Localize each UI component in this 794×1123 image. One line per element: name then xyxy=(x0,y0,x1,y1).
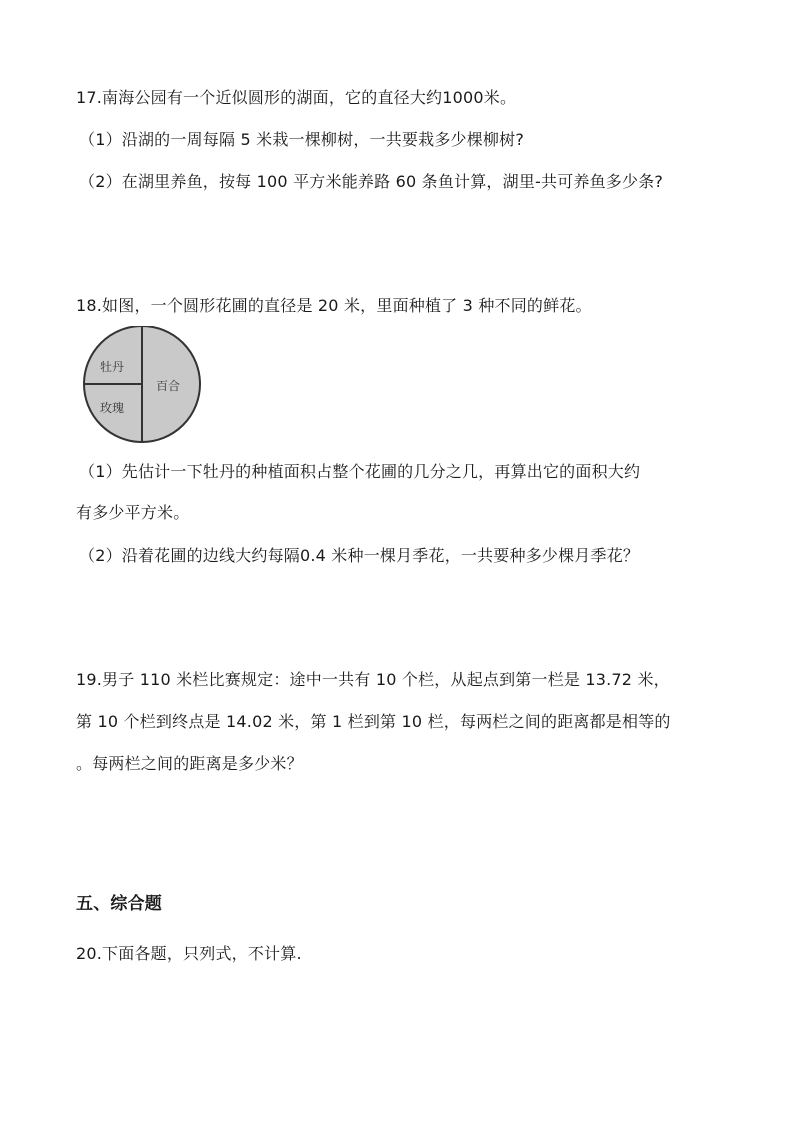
flower-bed-circle-diagram xyxy=(80,326,206,446)
q19-line1: 19.男子 110 米栏比赛规定：途中一共有 10 个栏，从起点到第一栏是 13.72 米， xyxy=(76,670,670,689)
peony-label: 牡丹 xyxy=(100,360,125,374)
q20-stem: 20.下面各题，只列式，不计算. xyxy=(76,944,302,963)
flower-bed-figure xyxy=(80,326,206,446)
q17-part2: （2）在湖里养鱼，按每 100 平方米能养路 60 条鱼计算，湖里-共可养鱼多少条? xyxy=(79,172,664,191)
q17-part1: （1）沿湖的一周每隔 5 米栽一棵柳树，一共要栽多少棵柳树? xyxy=(79,130,525,149)
q18-part1-line2: 有多少平方米。 xyxy=(76,503,190,522)
lily-label: 百合 xyxy=(156,379,181,393)
q18-part1-line1: （1）先估计一下牡丹的种植面积占整个花圃的几分之几，再算出它的面积大约 xyxy=(79,462,641,481)
q17-stem: 17.南海公园有一个近似圆形的湖面，它的直径大约1000米。 xyxy=(76,88,517,107)
section-title: 五、综合题 xyxy=(76,894,162,914)
q18-part2: （2）沿着花圃的边线大约每隔0.4 米种一棵月季花，一共要种多少棵月季花？ xyxy=(79,546,640,565)
q19-line3: 。每两栏之间的距离是多少米？ xyxy=(76,754,303,773)
q19-line2: 第 10 个栏到终点是 14.02 米，第 1 栏到第 10 栏，每两栏之间的距离都是相等的 xyxy=(76,712,671,731)
rose-label: 玫瑰 xyxy=(100,401,125,415)
q18-stem: 18.如图，一个圆形花圃的直径是 20 米，里面种植了 3 种不同的鲜花。 xyxy=(76,296,592,315)
